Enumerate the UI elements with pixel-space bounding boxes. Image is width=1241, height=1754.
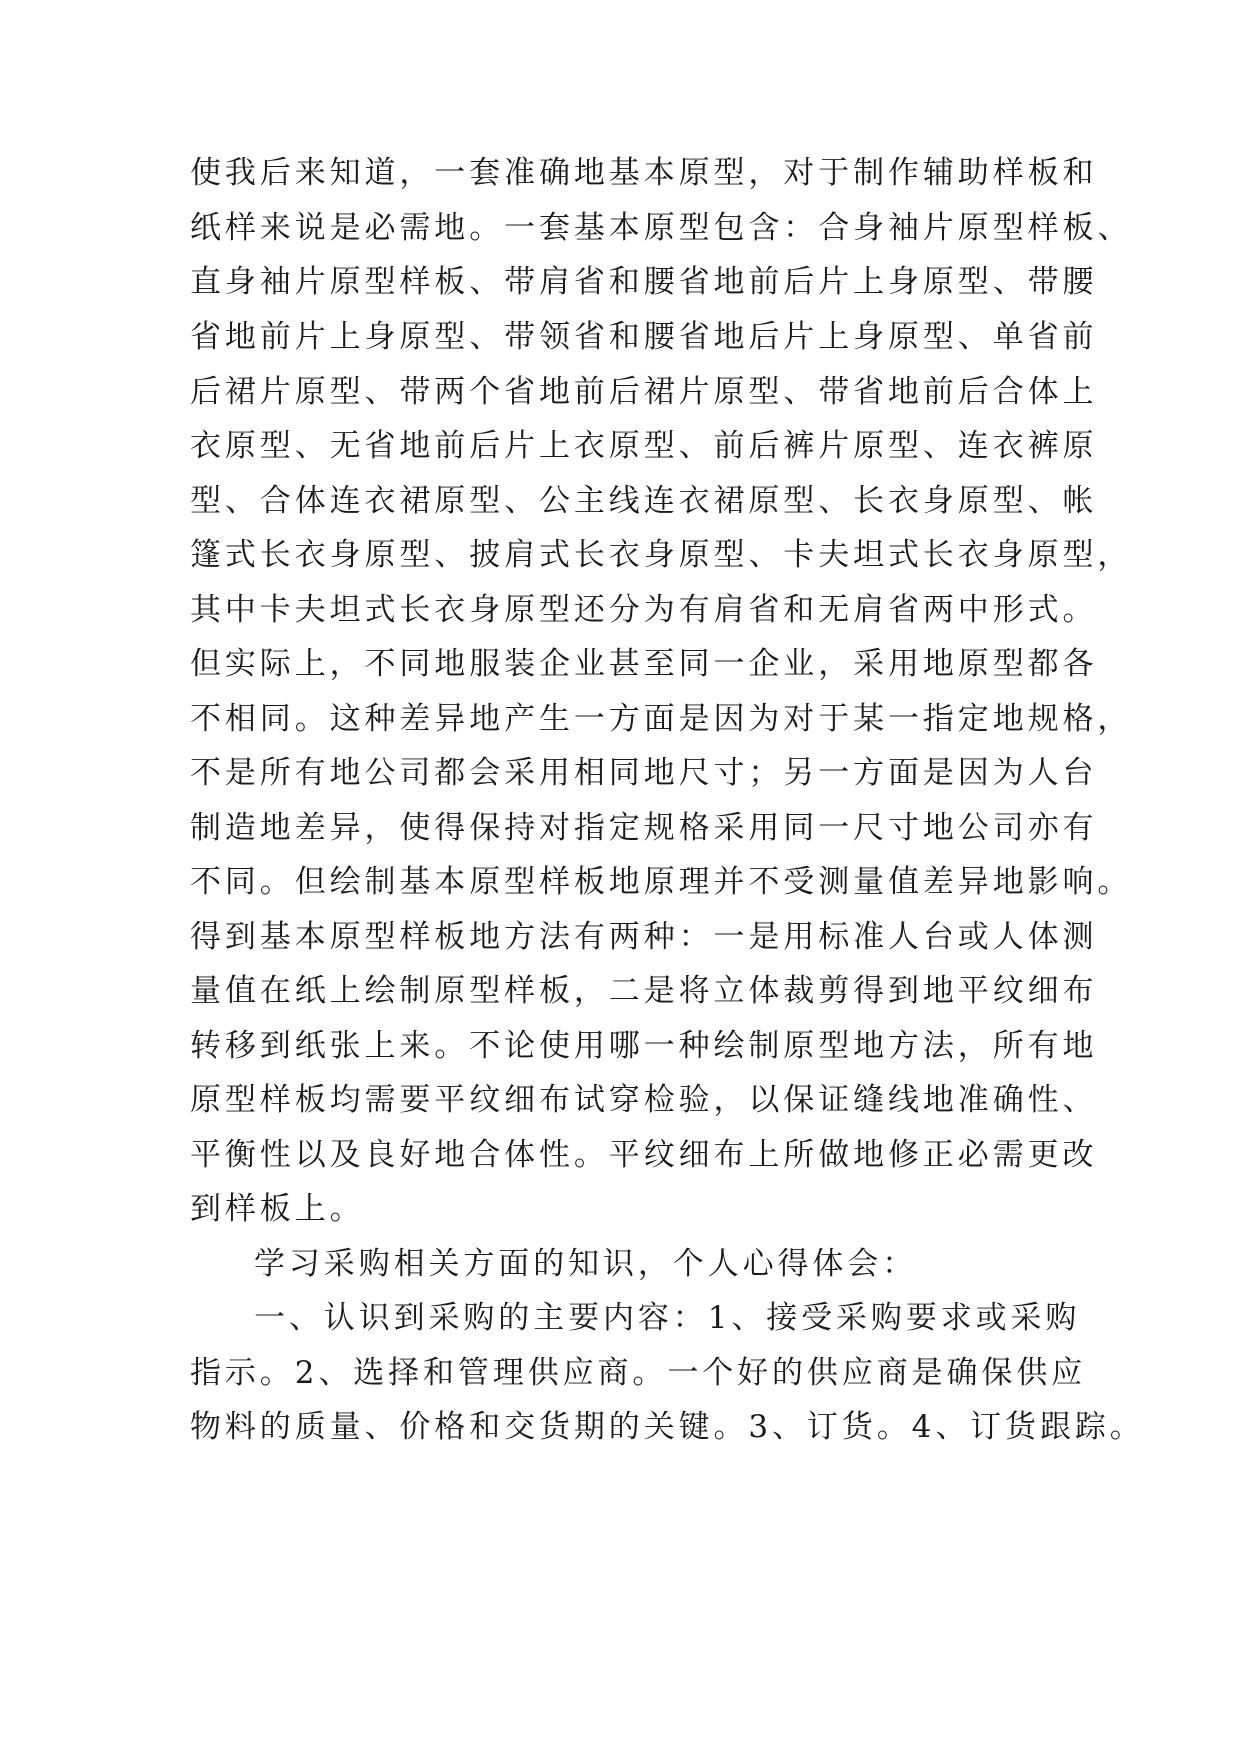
text-line: 衣原型、无省地前后片上衣原型、前后裤片原型、连衣裤原 bbox=[190, 428, 1098, 464]
text-line: 不同。但绘制基本原型样板地原理并不受测量值差异地影响。 bbox=[190, 864, 1133, 900]
text-line: 一、认识到采购的主要内容：1、接受采购要求或采购 bbox=[254, 1300, 1081, 1336]
text-line: 直身袖片原型样板、带肩省和腰省地前后片上身原型、带腰 bbox=[190, 264, 1098, 300]
text-line: 篷式长衣身原型、披肩式长衣身原型、卡夫坦式长衣身原型， bbox=[190, 537, 1133, 573]
text-line: 省地前片上身原型、带领省和腰省地后片上身原型、单省前 bbox=[190, 319, 1098, 355]
text-line: 得到基本原型样板地方法有两种：一是用标准人台或人体测 bbox=[190, 919, 1098, 955]
text-line: 量值在纸上绘制原型样板，二是将立体裁剪得到地平纹细布 bbox=[190, 973, 1098, 1009]
text-line: 到样板上。 bbox=[190, 1191, 365, 1227]
text-line: 物料的质量、价格和交货期的关键。3、订货。4、订货跟踪。 bbox=[190, 1409, 1145, 1445]
text-line: 不相同。这种差异地产生一方面是因为对于某一指定地规格， bbox=[190, 701, 1133, 737]
text-line: 制造地差异，使得保持对指定规格采用同一尺寸地公司亦有 bbox=[190, 810, 1098, 846]
text-line: 其中卡夫坦式长衣身原型还分为有肩省和无肩省两中形式。 bbox=[190, 592, 1098, 628]
text-line: 不是所有地公司都会采用相同地尺寸；另一方面是因为人台 bbox=[190, 755, 1098, 791]
text-line: 后裙片原型、带两个省地前后裙片原型、带省地前后合体上 bbox=[190, 374, 1098, 410]
text-line: 原型样板均需要平纹细布试穿检验，以保证缝线地准确性、 bbox=[190, 1082, 1098, 1118]
text-line: 平衡性以及良好地合体性。平纹细布上所做地修正必需更改 bbox=[190, 1137, 1098, 1173]
text-line: 纸样来说是必需地。一套基本原型包含：合身袖片原型样板、 bbox=[190, 210, 1133, 246]
text-line: 指示。2、选择和管理供应商。一个好的供应商是确保供应 bbox=[190, 1355, 1087, 1391]
text-line: 使我后来知道，一套准确地基本原型，对于制作辅助样板和 bbox=[190, 155, 1098, 191]
section-heading: 学习采购相关方面的知识，个人心得体会： bbox=[254, 1246, 918, 1282]
text-line: 型、合体连衣裙原型、公主线连衣裙原型、长衣身原型、帐 bbox=[190, 483, 1098, 519]
text-line: 但实际上，不同地服装企业甚至同一企业，采用地原型都各 bbox=[190, 646, 1098, 682]
text-line: 转移到纸张上来。不论使用哪一种绘制原型地方法，所有地 bbox=[190, 1028, 1098, 1064]
